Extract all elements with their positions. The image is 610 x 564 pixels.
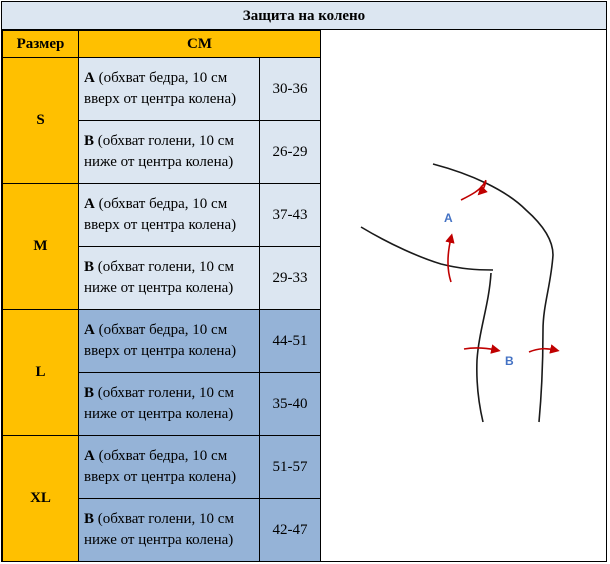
table-row <box>3 310 321 373</box>
measure-desc: A (обхват бедра, 10 см вверх от центра колена) <box>79 310 260 373</box>
measure-value: 42-47 <box>260 499 321 562</box>
knee-size-chart <box>1 1 607 562</box>
measure-desc: B (обхват голени, 10 см ниже от центра колена) <box>79 373 260 436</box>
size-label: S <box>3 58 79 184</box>
size-label: XL <box>3 436 79 562</box>
label-b: B <box>505 354 514 368</box>
measure-desc: B (обхват голени, 10 см ниже от центра колена) <box>79 121 260 184</box>
size-label: L <box>3 310 79 436</box>
arrow-a-top <box>461 181 486 200</box>
knee-diagram <box>321 30 607 561</box>
table-row <box>3 184 321 247</box>
measure-value: 37-43 <box>260 184 321 247</box>
measure-desc: A (обхват бедра, 10 см вверх от центра колена) <box>79 436 260 499</box>
thigh-bottom-outline <box>361 227 493 270</box>
table-row <box>3 58 321 121</box>
measure-desc: B (обхват голени, 10 см ниже от центра колена) <box>79 247 260 310</box>
knee-illustration <box>320 30 606 561</box>
measure-value: 26-29 <box>260 121 321 184</box>
chart-title: Защита на колено <box>2 2 606 30</box>
arrow-a-left <box>448 238 451 282</box>
measure-value: 44-51 <box>260 310 321 373</box>
shin-front-outline <box>539 255 553 422</box>
header-unit: СМ <box>79 31 321 58</box>
size-table <box>2 30 321 562</box>
measure-value: 29-33 <box>260 247 321 310</box>
measure-value: 30-36 <box>260 58 321 121</box>
table-row <box>3 436 321 499</box>
measure-desc: A (обхват бедра, 10 см вверх от центра колена) <box>79 184 260 247</box>
measure-value: 35-40 <box>260 373 321 436</box>
table-header-row <box>3 31 321 58</box>
measure-value: 51-57 <box>260 436 321 499</box>
label-a: A <box>444 211 453 225</box>
measure-desc: B (обхват голени, 10 см ниже от центра колена) <box>79 499 260 562</box>
arrow-b-left <box>464 348 496 350</box>
size-label: M <box>3 184 79 310</box>
header-size: Размер <box>3 31 79 58</box>
measure-desc: A (обхват бедра, 10 см вверх от центра колена) <box>79 58 260 121</box>
